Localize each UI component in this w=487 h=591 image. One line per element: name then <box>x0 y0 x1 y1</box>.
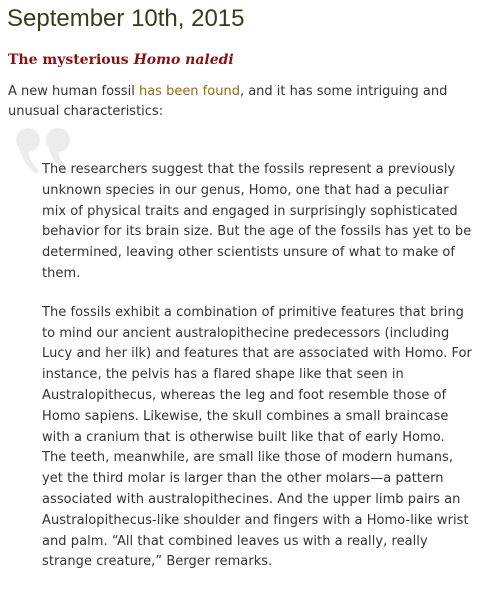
has-been-found-link[interactable]: has been found <box>138 84 240 99</box>
post-date: September 10th, 2015 <box>7 5 245 32</box>
post-intro <box>8 82 478 122</box>
intro-text-before: A new human fossil <box>8 84 139 99</box>
blockquote <box>42 160 472 591</box>
quote-paragraph-1: The researchers suggest that the fossils represent a previously unknown species in our genus, Homo, one that had a peculiar mix of physical traits and engaged in surprisingly sophisticated behavior for its brain size. But the age of the fossils has yet to be determined, leaving other scientists unsure of what to make of them. <box>42 162 472 281</box>
post-title <box>8 51 234 69</box>
post-title-prefix: The mysterious <box>8 52 134 68</box>
intro-text-after: , and it has some intriguing and unusual characteristics: <box>8 84 448 119</box>
post-title-species: Homo naledi <box>133 52 234 68</box>
quote-paragraph-2: The fossils exhibit a combination of primitive features that bring to mind our ancient australopithecine predecessors (including Lucy and her ilk) and features that are associated with Homo. For instance, the pelvis has a flared shape like that seen in Australopithecus, whereas the leg and foot resemble those of Homo sapiens. Likewise, the skull combines a small braincase with a cranium that is otherwise built like that of early Homo. The teeth, meanwhile, are small like those of modern humans, yet the third molar is larger than the other molars—a pattern associated with australopithecines. And the upper limb pairs an Australopithecus-like shoulder and fingers with a Homo-like wrist and palm. “All that combined leaves us with a really, really strange creature,” Berger remarks. <box>42 304 472 570</box>
